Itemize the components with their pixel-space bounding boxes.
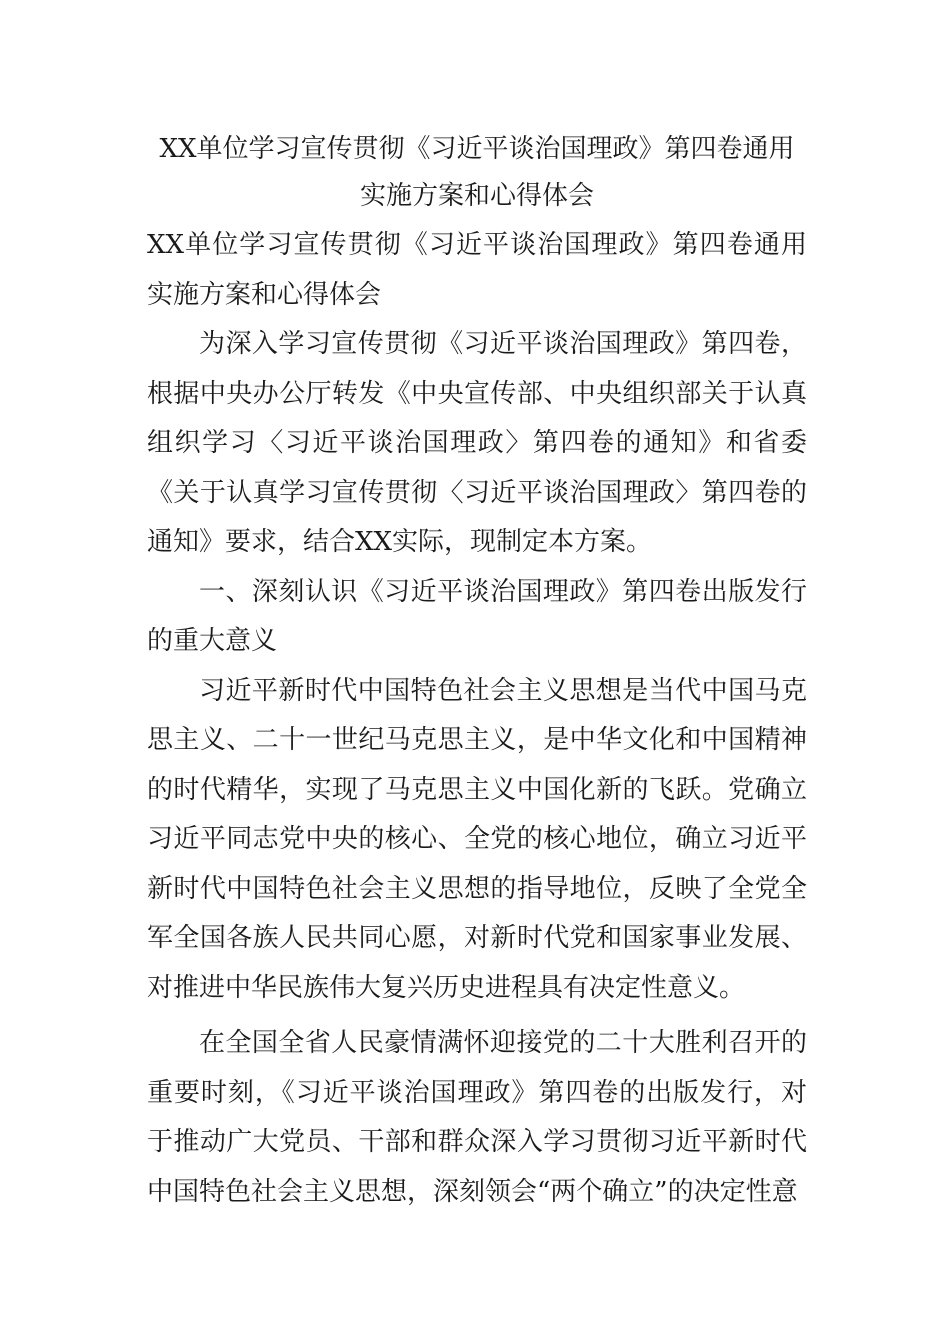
body-paragraph: 习近平新时代中国特色社会主义思想是当代中国马克思主义、二十一世纪马克思主义，是中华文化和中国精神的时代精华，实现了马克思主义中国化新的飞跃。党确立习近平同志党中央的核心、全党的核心地位，确立习近平新时代中国特色社会主义思想的指导地位，反映了全党全军全国各族人民共同心愿，对新时代党和国家事业发展、对推进中华民族伟大复兴历史进程具有决定性意义。 [147,675,807,1003]
body-paragraph: 在全国全省人民豪情满怀迎接党的二十大胜利召开的重要时刻，《习近平谈治国理政》第四卷的出版发行，对于推动广大党员、干部和群众深入学习贯彻习近平新时代中国特色社会主义思想，深刻领会“两个确立”的决定性意 [147,1028,807,1207]
document-title: XX单位学习宣传贯彻《习近平谈治国理政》第四卷通用实施方案和心得体会 [159,134,795,211]
document-subtitle: XX单位学习宣传贯彻《习近平谈治国理政》第四卷通用实施方案和心得体会 [147,230,807,310]
document-body [147,126,807,1217]
intro-paragraph: 为深入学习宣传贯彻《习近平谈治国理政》第四卷，根据中央办公厅转发《中央宣传部、中央组织部关于认真组织学习〈习近平谈治国理政〉第四卷的通知》和省委《关于认真学习宣传贯彻〈习近平谈治国理政〉第四卷的通知》要求，结合XX实际，现制定本方案。 [147,329,807,557]
section-heading-1: 一、深刻认识《习近平谈治国理政》第四卷出版发行的重大意义 [147,576,807,656]
